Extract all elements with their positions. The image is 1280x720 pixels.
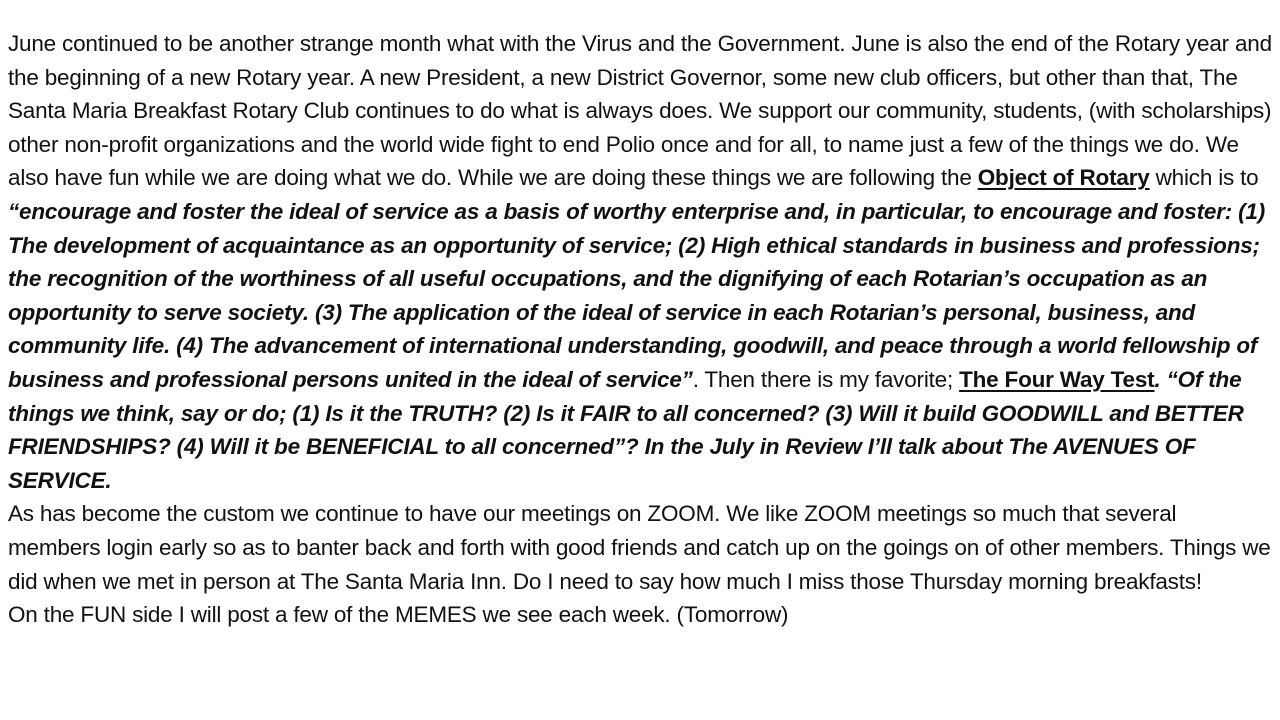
paragraph-fun-side: On the FUN side I will post a few of the MEMES we see each week. (Tomorrow) (8, 602, 789, 628)
paragraph-june-review (8, 27, 1274, 497)
paragraph-zoom-meetings: As has become the custom we continue to have our meetings on ZOOM. We like ZOOM meetings so much that several members login early so as to banter back and forth with good friends and catch up on the goings on of other members. Things we did when we met in person at The Santa Maria Inn. Do I need to say how much I miss those Thursday morning breakfasts! (8, 501, 1271, 594)
newsletter-text (8, 27, 1274, 632)
then-text: . Then there is my favorite; (692, 366, 960, 392)
four-way-test-link: The Four Way Test (959, 366, 1155, 392)
object-of-rotary-link: Object of Rotary (977, 165, 1150, 191)
four-way-test-quote: . “Of the things we think, say or do; (1) Is it the TRUTH? (2) Is it FAIR to all concerned? (3) Will it build GOODWILL and BETTER FRIENDSHIPS? (4) Will it be BENEFICIAL to all concerned”? In the July in Review I’ll talk about The AVENUES OF SERVICE. (8, 366, 1244, 493)
object-of-rotary-quote: “encourage and foster the ideal of service as a basis of worthy enterprise and, in particular, to encourage and foster: (1) The development of acquaintance as an opportunity of service; (2) High ethical standards in business and professions; the recognition of the worthiness of all useful occupations, and the dignifying of each Rotarian’s occupation as an opportunity to serve society. (3) The application of the ideal of service in each Rotarian’s personal, business, and community life. (4) The advancement of international understanding, goodwill, and peace through a world fellowship of business and professional persons united in the ideal of service” (8, 198, 1265, 392)
which-is-text: which is to (1149, 165, 1259, 191)
intro-text: June continued to be another strange month what with the Virus and the Government. June is also the end of the Rotary year and the beginning of a new Rotary year. A new President, a new District Governor, some new club officers, but other than that, The Santa Maria Breakfast Rotary Club continues to do what is always does. We support our community, students, (with scholarships) other non-profit organizations and the world wide fight to end Polio once and for all, to name just a few of the things we do. We also have fun while we are doing what we do. While we are doing these things we are following the (8, 31, 1272, 191)
